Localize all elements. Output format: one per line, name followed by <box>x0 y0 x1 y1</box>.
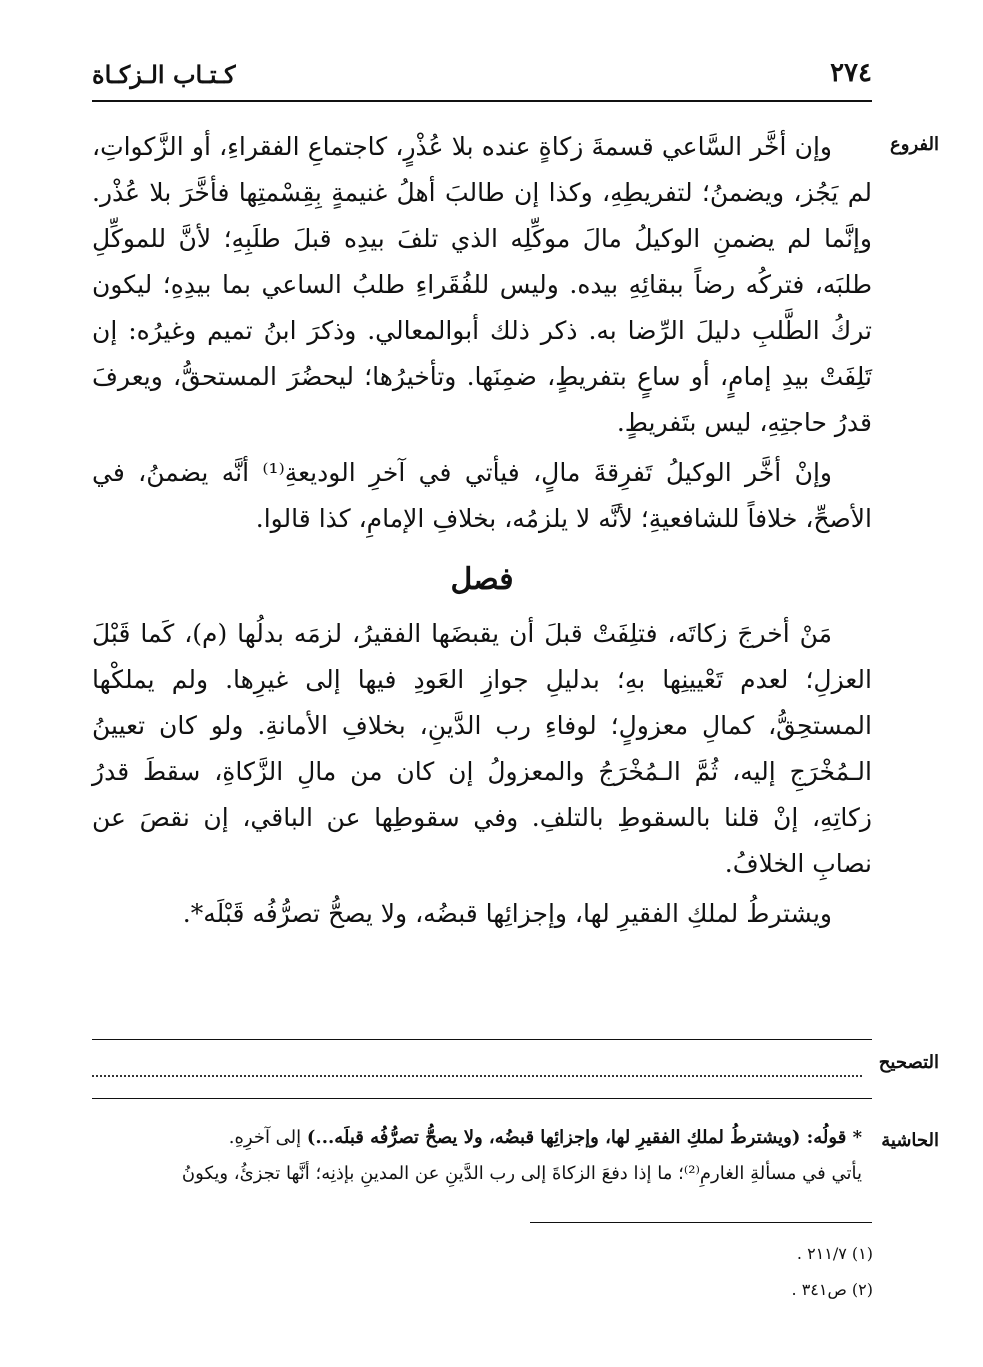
hashiya-line-1 <box>92 1120 862 1156</box>
running-header <box>92 58 872 94</box>
correction-dotted-line <box>92 1075 862 1077</box>
running-title: كـتـاب الـزكـاة <box>92 60 236 89</box>
footnote-2: (٢) ص٣٤١ . <box>791 1280 873 1299</box>
main-text <box>92 124 872 937</box>
hashiya-line-2: يأتي في مسألةِ الغارمِ⁽²⁾؛ ما إذا دفعَ الزكاةَ إلى رب الدَّينِ عن المدينِ بإذنِه؛ أنَّها تجزئُ، ويكونُ <box>181 1163 862 1184</box>
margin-label-furu: الفروع <box>890 134 939 155</box>
paragraph-2: وإنْ أخَّر الوكيلُ تَفرِقةَ مالٍ، فيأتي في آخرِ الوديعةِ⁽¹⁾ أنَّه يضمنُ، في الأصحِّ، خلافاً للشافعيةِ؛ لأنَّه لا يلزمُه، بخلافِ الإمامِ، كذا قالوا. <box>92 458 872 533</box>
footnotes <box>792 1236 873 1308</box>
page-number: ٢٧٤ <box>830 58 872 88</box>
footnote-rule <box>530 1222 872 1223</box>
correction-top-rule <box>92 1039 872 1040</box>
paragraph-3: مَنْ أخرجَ زكاتَه، فتلِفَتْ قبلَ أن يقبضَها الفقيرُ، لزمَه بدلُها (م)، كَما قَبْلَ العزلِ؛ لعدم تَعْيينِها بهِ؛ بدليلِ جوازِ العَودِ فيها إلى غيرِها. ولم يملكْها المستحِقُّ، كمالِ معزولٍ؛ لوفاءِ رب الدَّينِ، بخلافِ الأمانةِ. ولو كان تعيينُ الـمُخْرَجِ إليه، ثُمَّ الـمُخْرَجُ والمعزولُ إن كان من مالِ الزَّكاةِ، سقطَ قدرُ زكاتِهِ، إنْ قلنا بالسقوطِ بالتلفِ. وفي سقوطِها عن الباقي، إن نقصَ عن نصابِ الخلافُ. <box>92 619 872 878</box>
correction-bottom-rule <box>92 1098 872 1099</box>
hashiya-text <box>92 1120 862 1192</box>
margin-label-hashiya: الحاشية <box>881 1130 939 1151</box>
hashiya-quote-end: إلى آخرِهِ. <box>228 1127 302 1148</box>
section-heading: فصل <box>450 562 514 597</box>
header-rule <box>92 100 872 102</box>
paragraph-4: ويشترطُ لملكِ الفقيرِ لها، وإجزائِها قبضُه، ولا يصحُّ تصرُّفُه قَبْلَه*. <box>182 899 832 928</box>
paragraph-1: وإن أخَّر السَّاعي قسمةَ زكاةٍ عنده بلا عُذْرٍ، كاجتماعِ الفقراءِ، أو الزَّكواتِ، لم يَجُز، ويضمنُ؛ لتفريطِهِ، وكذا إن طالبَ أهلُ غنيمةٍ بِقِسْمتِها فأخَّرَ بلا عُذْر. وإنَّما لم يضمنِ الوكيلُ مالَ موكِّلِه الذي تلفَ بيدِه قبلَ طلَبِهِ؛ لأنَّ للموكِّلِ طلبَه، فتركُه رضاً ببقائِهِ بيده. وليس للفُقَراءِ طلبُ الساعي بما بيدِهِ؛ ليكون تركُ الطَّلبِ دليلَ الرِّضا به. ذكر ذلك أبوالمعالي. وذكرَ ابنُ تميم وغيرُه: إن تَلِفَتْ بيدِ إمامٍ، أو ساعٍ بتفريطٍ، ضمِنَها. وتأخيرُها؛ ليحضُرَ المستحقُّ، ويعرفَ قدرُ حاجتِهِ، ليس بتَفريطٍ. <box>92 132 872 437</box>
footnote-1: (١) ٢١١/٧ . <box>796 1244 873 1263</box>
hashiya-quote: * قولُه: (ويشترطُ لملكِ الفقيرِ لها، وإجزائِها قبضُه، ولا يصحُّ تصرُّفُه قبلَه...) <box>306 1127 862 1148</box>
margin-label-tashih: التصحيح <box>878 1052 939 1073</box>
